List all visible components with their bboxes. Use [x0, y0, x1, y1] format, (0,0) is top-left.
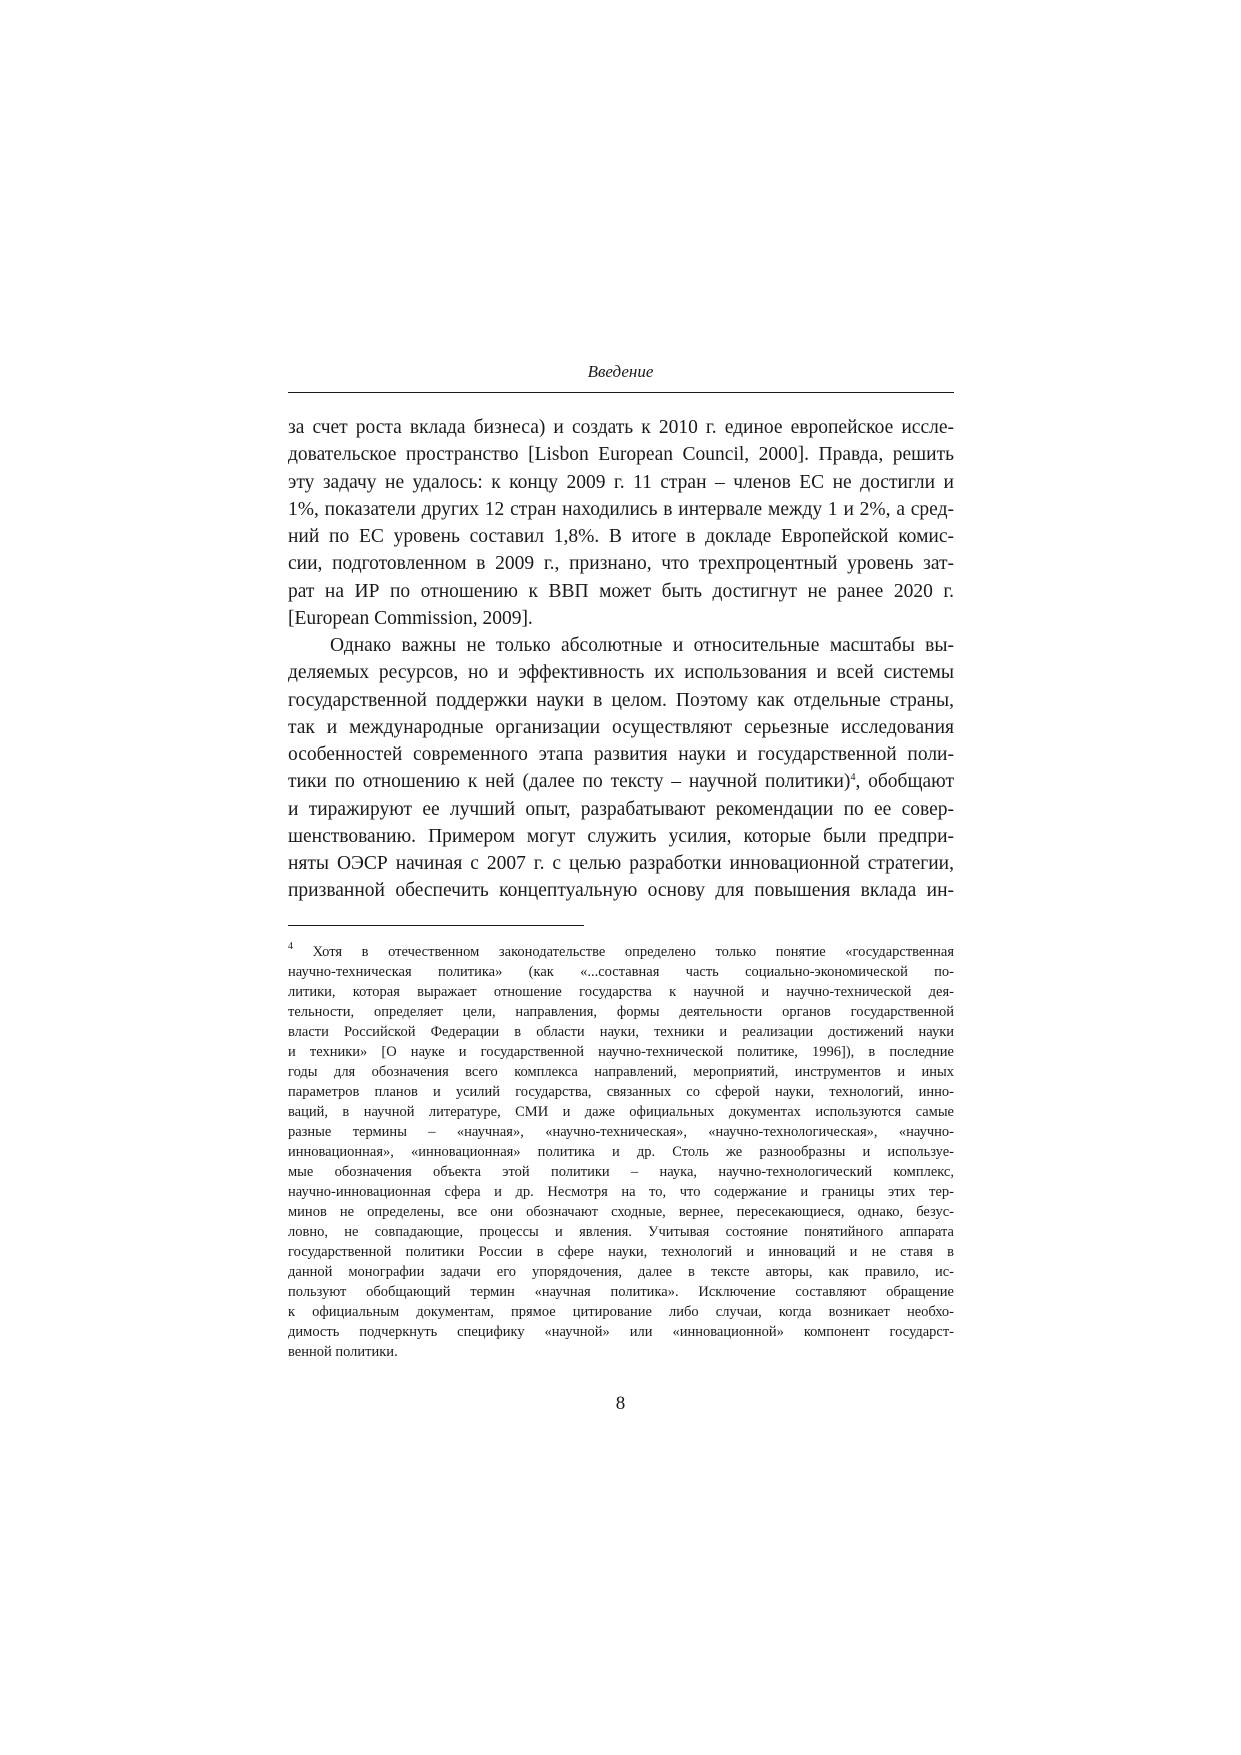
body-line: за счет роста вклада бизнеса) и создать к 2010 г. единое европейское иссле-: [288, 417, 954, 438]
body-line: эту задачу не удалось: к концу 2009 г. 11 стран – членов ЕС не достигли и: [288, 471, 954, 493]
body-line: Однако важны не только абсолютные и относительные масштабы вы-: [330, 635, 954, 656]
footnote-line: параметров планов и усилий государства, связанных со сферой науки, технологий, инно-: [288, 1084, 954, 1100]
body-text: [288, 414, 954, 905]
body-line: 1%, показатели других 12 стран находились в интервале между 1 и 2%, а сред-: [288, 498, 954, 520]
footnote-line: венной политики.: [288, 1344, 398, 1360]
footnote-line: литики, которая выражает отношение государства к научной и научно-технической дея-: [288, 984, 954, 1000]
footnote-line-text: Хотя в отечественном законодательстве определено только понятие «государственная: [293, 944, 954, 960]
body-line: няты ОЭСР начиная с 2007 г. с целью разработки инновационной стратегии,: [288, 853, 954, 874]
body-line: особенностей современного этапа развития науки и государственной поли-: [288, 744, 954, 765]
body-line: довательское пространство [Lisbon European Council, 2000]. Правда, решить: [288, 444, 954, 466]
footnote: [288, 942, 954, 1362]
body-line: ний по ЕС уровень составил 1,8%. В итоге в докладе Европейской комис-: [288, 526, 954, 547]
footnote-marker: 4: [288, 941, 293, 952]
footnote-line: ваций, в научной литературе, СМИ и даже официальных документах используются самые: [288, 1104, 954, 1120]
footnote-line: инновационная», «инновационная» политика и др. Столь же разнообразны и используе-: [288, 1144, 954, 1160]
footnote-reference[interactable]: 4: [850, 772, 856, 784]
footnote-line: государственной политики России в сфере науки, технологий и инноваций и не ставя в: [288, 1244, 954, 1260]
footnote-line: к официальным документам, прямое цитирование либо случаи, когда возникает необхо-: [288, 1304, 954, 1320]
body-line: призванной обеспечить концептуальную основу для повышения вклада ин-: [288, 880, 954, 902]
footnote-line: годы для обозначения всего комплекса направлений, мероприятий, инструментов и иных: [288, 1064, 954, 1080]
footnote-rule: [288, 925, 584, 926]
footnote-line: димость подчеркнуть специфику «научной» или «инновационной» компонент государст-: [288, 1324, 954, 1340]
footnote-line: мые обозначения объекта этой политики – наука, научно-технологический комплекс,: [288, 1164, 954, 1180]
body-line: и тиражируют ее лучший опыт, разрабатывают рекомендации по ее совер-: [288, 798, 954, 820]
footnote-line: власти Российской Федерации в области науки, техники и реализации достижений науки: [288, 1024, 954, 1040]
running-head: Введение: [587, 362, 654, 381]
footnote-line: тельности, определяет цели, направления, формы деятельности органов государственной: [288, 1004, 954, 1020]
body-line: [European Commission, 2009].: [288, 607, 533, 629]
footnote-line: пользуют обобщающий термин «научная политика». Исключение составляют обращение: [288, 1284, 954, 1300]
body-line: шенствованию. Примером могут служить усилия, которые были предпри-: [288, 825, 954, 847]
header-rule: [288, 392, 954, 393]
body-line-with-footnote-ref: [288, 768, 954, 795]
footnote-line: минов не определены, все они обозначают сходные, вернее, пересекающиеся, однако, безус-: [288, 1204, 954, 1220]
footnote-line: разные термины – «научная», «научно-техническая», «научно-технологическая», «научно-: [288, 1124, 954, 1140]
body-line-tail: , обобщают: [855, 771, 954, 793]
footnote-line: научно-техническая политика» (как «...составная часть социально-экономической по-: [288, 964, 954, 980]
body-line: государственной поддержки науки в целом. Поэтому как отдельные страны,: [288, 689, 954, 711]
body-line: сии, подготовленном в 2009 г., признано, что трехпроцентный уровень зат-: [288, 553, 954, 575]
body-line: деляемых ресурсов, но и эффективность их использования и всей системы: [288, 662, 954, 684]
footnote-line: ловно, не совпадающие, процессы и явления. Учитывая состояние понятийного аппарата: [288, 1224, 954, 1240]
footnote-line: и техники» [О науке и государственной научно-технической политике, 1996]), в последние: [288, 1044, 954, 1060]
body-line: так и международные организации осуществляют серьезные исследования: [288, 716, 954, 738]
body-line: рат на ИР по отношению к ВВП может быть достигнут не ранее 2020 г.: [288, 580, 954, 602]
footnote-line: данной монографии задачи его упорядочения, далее в тексте авторы, как правило, ис-: [288, 1264, 954, 1280]
footnote-line: [288, 942, 954, 962]
footnote-line: научно-инновационная сфера и др. Несмотря на то, что содержание и границы этих тер-: [288, 1184, 954, 1200]
body-line-text: тики по отношению к ней (далее по тексту – научной политики): [288, 771, 851, 793]
page-number: 8: [615, 1393, 626, 1414]
